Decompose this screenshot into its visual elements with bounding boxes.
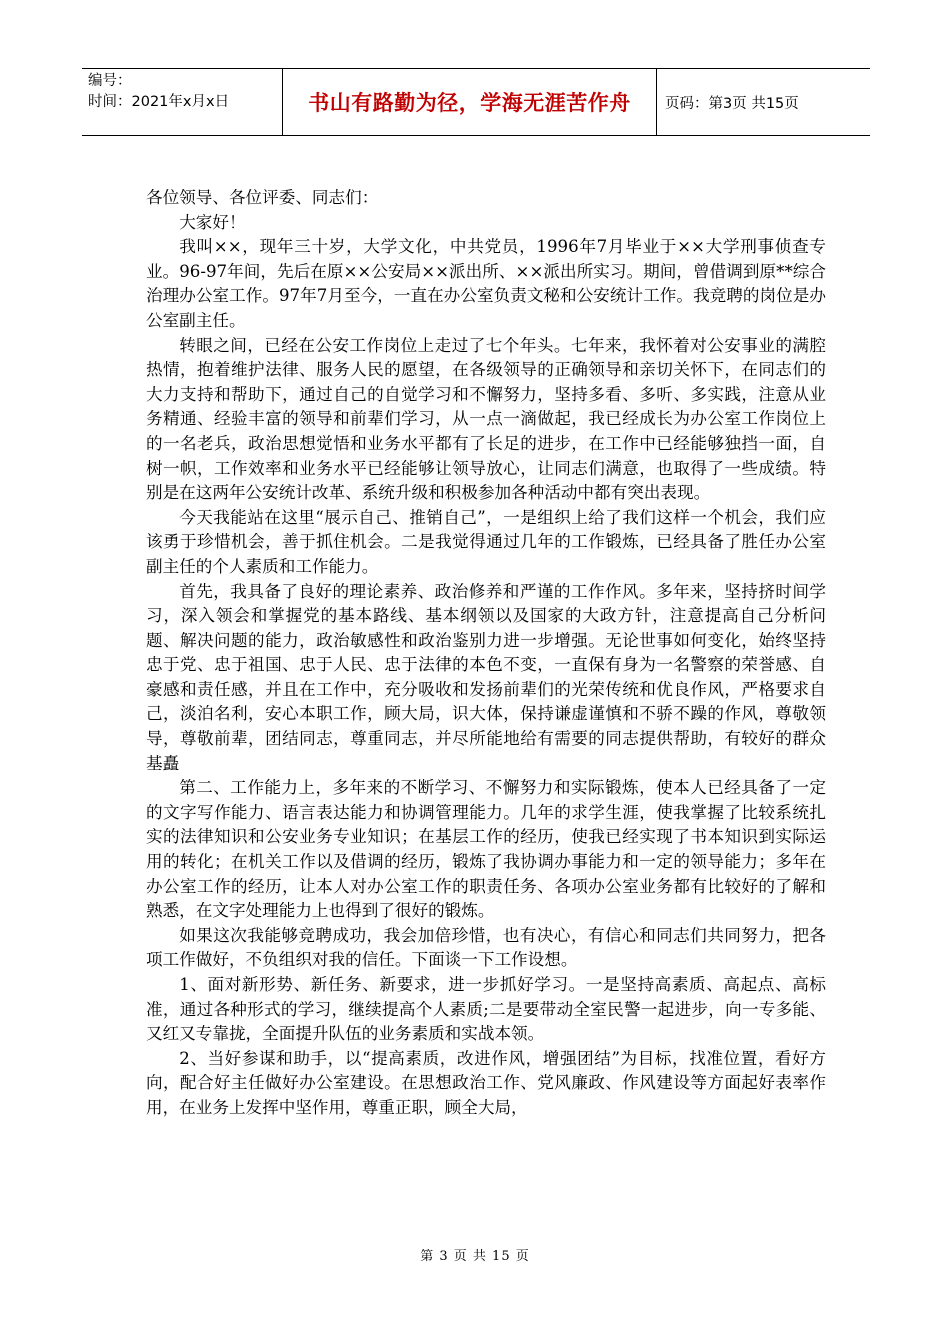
header-motto: 书山有路勤为径，学海无涯苦作舟	[282, 69, 657, 135]
paragraph: 首先，我具备了良好的理论素养、政治修养和严谨的工作作风。多年来，坚持挤时间学习，深入领会和掌握党的基本路线、基本纲领以及国家的大政方针，注意提高自己分析问题、解决问题的能力，政治敏感性和政治鉴别力进一步增强。无论世事如何变化，始终坚持忠于党、忠于祖国、忠于人民、忠于法律的本色不变，一直保有身为一名警察的荣誉感、自豪感和责任感，并且在工作中，充分吸收和发扬前辈们的光荣传统和优良作风，严格要求自己，淡泊名利，安心本职工作，顾大局，识大体，保持谦虚谨慎和不骄不躁的作风，尊敬领导，尊敬前辈，团结同志，尊重同志，并尽所能地给有需要的同志提供帮助，有较好的群众基矗	[146, 581, 826, 773]
header-page-number: 页码：第3页 共15页	[665, 95, 799, 112]
header-meta	[82, 69, 282, 135]
page-footer: 第 3 页 共 15 页	[420, 1249, 530, 1264]
paragraph: 大家好！	[179, 212, 246, 232]
salutation: 各位领导、各位评委、同志们：	[146, 188, 379, 207]
paragraph: 转眼之间，已经在公安工作岗位上走过了七个年头。七年来，我怀着对公安事业的满腔热情，抱着维护法律、服务人民的愿望，在各级领导的正确领导和亲切关怀下，在同志们的大力支持和帮助下，通过自己的自觉学习和不懈努力，坚持多看、多听、多实践，注意从业务精通、经验丰富的领导和前辈们学习，从一点一滴做起，我已经成长为办公室工作岗位上的一名老兵，政治思想觉悟和业务水平都有了长足的进步，在工作中已经能够独挡一面，自树一帜，工作效率和业务水平已经能够让领导放心，让同志们满意，也取得了一些成绩。特别是在这两年公安统计改革、系统升级和积极参加各种活动中都有突出表现。	[146, 335, 826, 503]
paragraph: 如果这次我能够竞聘成功，我会加倍珍惜，也有决心，有信心和同志们共同努力，把各项工作做好，不负组织对我的信任。下面谈一下工作设想。	[146, 925, 826, 970]
paragraph: 第二、工作能力上，多年来的不断学习、不懈努力和实际锻炼，使本人已经具备了一定的文字写作能力、语言表达能力和协调管理能力。几年的求学生涯，使我掌握了比较系统扎实的法律知识和公安业务专业知识；在基层工作的经历，使我已经实现了书本知识到实际运用的转化；在机关工作以及借调的经历，锻炼了我协调办事能力和一定的领导能力；多年在办公室工作的经历，让本人对办公室工作的职责任务、各项办公室业务都有比较好的了解和熟悉，在文字处理能力上也得到了很好的锻炼。	[146, 778, 826, 921]
paragraph: 1、面对新形势、新任务、新要求，进一步抓好学习。一是坚持高素质、高起点、高标准，通过各种形式的学习，继续提高个人素质;二是要带动全室民警一起进步，向一专多能、又红又专靠拢，全面提升队伍的业务素质和实战本领。	[146, 975, 826, 1044]
paragraph: 我叫××，现年三十岁，大学文化，中共党员，1996年7月毕业于××大学刑事侦查专业。96-97年间，先后在原××公安局××派出所、××派出所实习。期间，曾借调到原**综合治理办公室工作。97年7月至今，一直在办公室负责文秘和公安统计工作。我竞聘的岗位是办公室副主任。	[146, 237, 826, 330]
document-number-label: 编号：	[88, 73, 132, 89]
document-body	[146, 186, 826, 1121]
paragraph: 今天我能站在这里“展示自己、推销自己”，一是组织上给了我们这样一个机会，我们应该勇于珍惜机会，善于抓住机会。二是我觉得通过几年的工作锻炼，已经具备了胜任办公室副主任的个人素质和工作能力。	[146, 507, 826, 576]
page-header	[82, 68, 870, 136]
paragraph: 2、当好参谋和助手，以“提高素质，改进作风，增强团结”为目标，找准位置，看好方向，配合好主任做好办公室建设。在思想政治工作、党风廉政、作风建设等方面起好表率作用，在业务上发挥中坚作用，尊重正职，顾全大局，	[146, 1048, 826, 1117]
document-date-label: 时间：2021年x月x日	[88, 94, 230, 110]
